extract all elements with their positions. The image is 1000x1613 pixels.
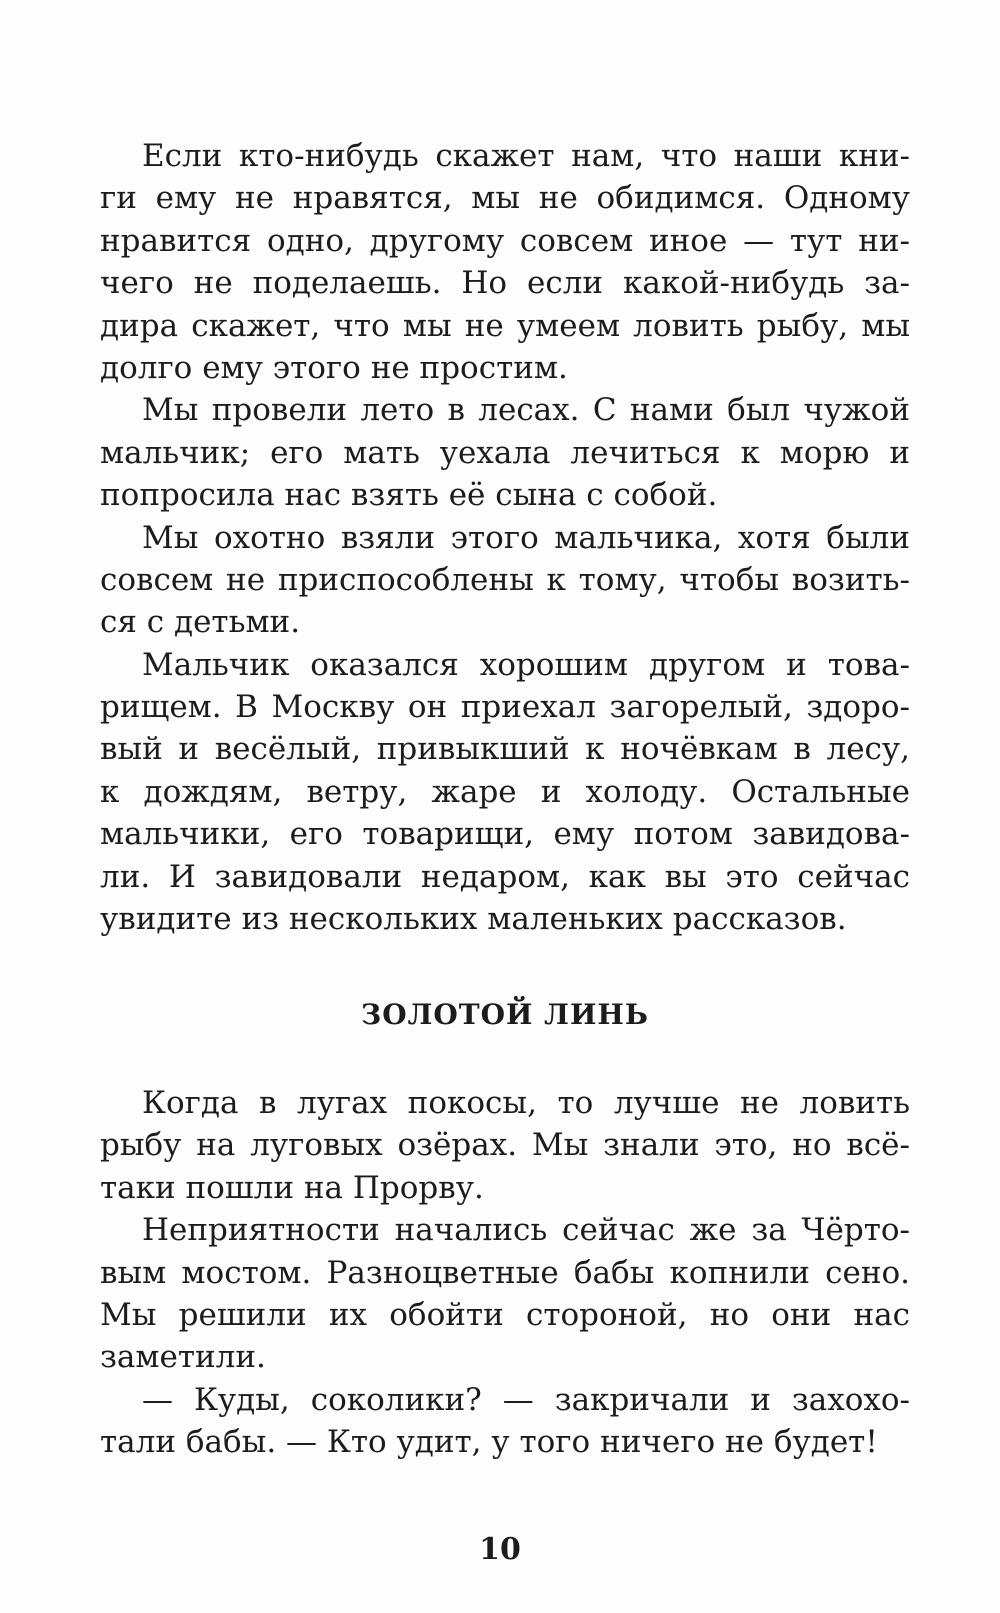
chapter-text <box>100 1082 910 1464</box>
text-line: вым мостом. Разноцветные бабы копнили сено. <box>100 1254 910 1291</box>
text-line: вый и весёлый, привыкший к ночёвкам в лесу, <box>100 731 910 768</box>
text-line: дира скажет, что мы не умеем ловить рыбу, мы <box>100 307 910 344</box>
paragraph <box>100 389 910 516</box>
text-line: — Куды, соколики? — закричали и захохо- <box>142 1381 910 1418</box>
text-line: Когда в лугах покосы, то лучше не ловить <box>142 1085 910 1121</box>
paragraph <box>100 1082 910 1209</box>
text-line: Если кто-нибудь скажет нам, что наши кни- <box>142 138 910 174</box>
text-line: Мы провели лето в лесах. С нами был чужой <box>142 392 910 429</box>
text-line: попросила нас взять её сына с собой. <box>100 477 718 514</box>
text-line: чего не поделаешь. Но если какой-нибудь за- <box>100 265 910 302</box>
text-line: к дождям, ветру, жаре и холоду. Остальные <box>100 773 910 810</box>
page-number: 10 <box>479 1532 521 1567</box>
text-line: таки пошли на Прорву. <box>100 1169 484 1206</box>
text-line: Мальчик оказался хорошим другом и това- <box>142 646 910 683</box>
text-line: совсем не приспособлены к тому, чтобы возить- <box>100 561 910 598</box>
text-line: мальчики, его товарищи, ему потом завидова- <box>100 816 910 853</box>
text-line: Неприятности начались сейчас же за Чёрто- <box>142 1212 910 1249</box>
text-line: мальчик; его мать уехала лечиться к морю и <box>100 434 910 471</box>
paragraph <box>100 517 910 644</box>
intro-text <box>100 135 910 940</box>
text-line: рыбу на луговых озёрах. Мы знали это, но всё- <box>100 1127 910 1164</box>
text-line: Мы решили их обойти стороной, но они нас <box>100 1296 910 1333</box>
text-line: ги ему не нравятся, мы не обидимся. Одному <box>100 180 910 217</box>
text-line: нравится одно, другому совсем иное — тут ни- <box>100 222 910 259</box>
text-line: тали бабы. — Кто удит, у того ничего не будет! <box>100 1424 878 1461</box>
paragraph <box>100 644 910 941</box>
text-line: заметили. <box>100 1339 266 1376</box>
text-line: рищем. В Москву он приехал загорелый, здоро- <box>100 689 910 726</box>
text-line: ся с детьми. <box>100 604 301 641</box>
paragraph <box>100 135 910 389</box>
paragraph <box>100 1209 910 1379</box>
text-line: увидите из нескольких маленьких рассказов. <box>100 901 847 938</box>
paragraph <box>100 1379 910 1464</box>
text-line: Мы охотно взяли этого мальчика, хотя были <box>142 519 910 556</box>
text-line: долго ему этого не простим. <box>100 349 568 386</box>
text-line: ли. И завидовали недаром, как вы это сейчас <box>100 858 910 895</box>
chapter-title: ЗОЛОТОЙ ЛИНЬ <box>361 998 649 1031</box>
